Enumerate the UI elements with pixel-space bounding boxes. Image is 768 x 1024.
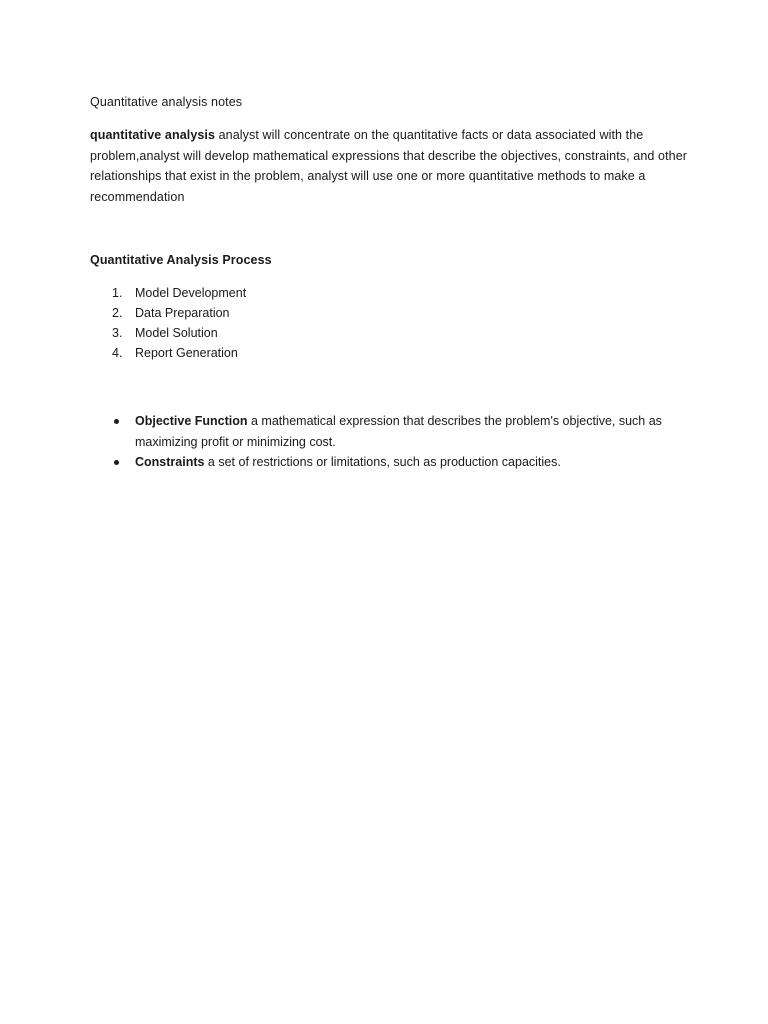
intro-paragraph	[90, 125, 710, 207]
intro-text: analyst will concentrate on the quantitative facts or data associated with the problem,analyst will develop mathematical expressions that describe the objectives, constraints, and other relationships that exist in the problem, analyst will use one or more quantitative methods to make a recommendation	[90, 128, 688, 204]
step-label: Model Development	[135, 286, 247, 300]
definition-term: Objective Function	[135, 414, 248, 428]
definitions-list	[0, 411, 768, 473]
list-item	[0, 411, 675, 452]
step-number: 4.	[112, 346, 123, 360]
step-number: 3.	[112, 326, 123, 340]
definition-term: Constraints	[135, 455, 205, 469]
step-number: 1.	[112, 286, 123, 300]
step-label: Model Solution	[135, 326, 218, 340]
bullet-icon	[114, 419, 119, 424]
intro-lead-term: quantitative analysis	[90, 128, 216, 142]
bullet-icon	[114, 460, 119, 465]
step-number: 2.	[112, 306, 123, 320]
document-title: Quantitative analysis notes	[90, 95, 243, 109]
step-label: Report Generation	[135, 346, 238, 360]
definition-text: a mathematical expression that describes the problem's objective, such as maximizing profit or minimizing cost.	[135, 414, 662, 449]
step-label: Data Preparation	[135, 306, 230, 320]
list-item	[0, 452, 675, 473]
process-heading: Quantitative Analysis Process	[90, 253, 272, 267]
definition-text: a set of restrictions or limitations, such as production capacities.	[204, 455, 561, 469]
